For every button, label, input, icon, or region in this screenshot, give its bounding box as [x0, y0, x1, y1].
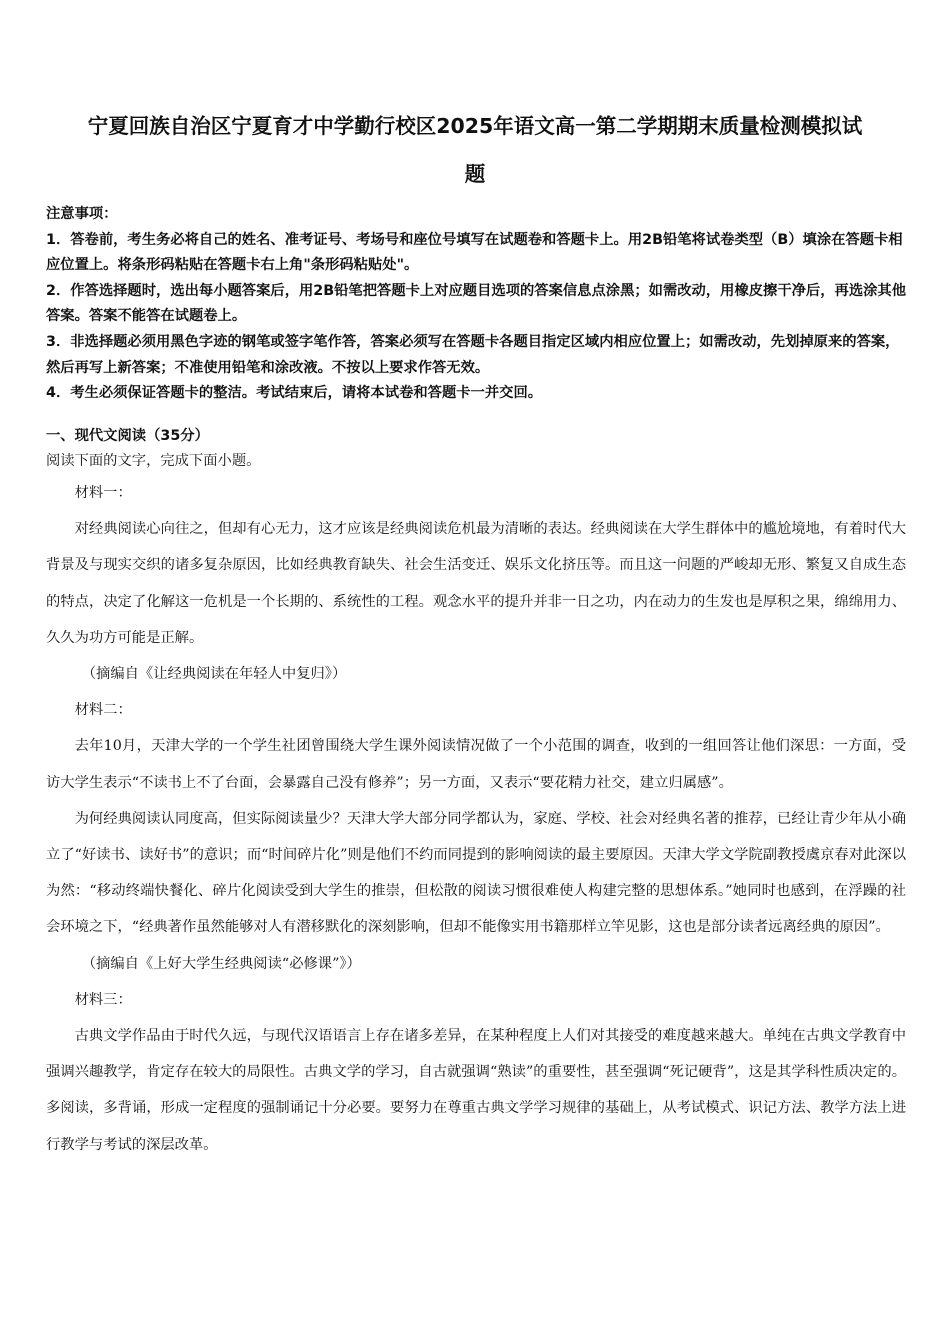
section-instruction: 阅读下面的文字，完成下面小题。: [46, 453, 261, 469]
material1-label: 材料一：: [74, 485, 132, 501]
exam-title-line1: 宁夏回族自治区宁夏育才中学勤行校区2025年语文高一第二学期期末质量检测模拟试: [87, 114, 863, 138]
notice-heading: 注意事项：: [46, 206, 118, 222]
reading-passage: [46, 475, 906, 1163]
notice-item-4: 4．考生必须保证答题卡的整洁。考试结束后，请将本试卷和答题卡一并交回。: [46, 385, 543, 402]
notice-item-1: 1．答卷前，考生务必将自己的姓名、准考证号、考场号和座位号填写在试题卷和答题卡上。用2B铅笔将试卷类型（B）填涂在答题卡相应位置上。将条形码粘贴在答题卡右上角"条形码粘贴处"。: [46, 231, 903, 274]
material2-paragraph-1: 去年10月，天津大学的一个学生社团曾围绕大学生课外阅读情况做了一个小范围的调查，收到的一组回答让他们深思：一方面，受访大学生表示“不读书上不了台面，会暴露自己没有修养”；另一方面，又表示“要花精力社交，建立归属感”。: [46, 738, 906, 791]
material3-paragraph: 古典文学作品由于时代久远，与现代汉语语言上存在诸多差异，在某种程度上人们对其接受的难度越来越大。单纯在古典文学教育中强调兴趣教学，肯定存在较大的局限性。古典文学的学习，自古就强调“熟读”的重要性，甚至强调“死记硬背”，这是其学科性质决定的。多阅读，多背诵，形成一定程度的强制诵记十分必要。要努力在尊重古典文学学习规律的基础上，从考试模式、识记方法、教学方法上进行教学与考试的深层改革。: [46, 1028, 906, 1153]
material3-label: 材料三：: [74, 991, 132, 1008]
notice-item-3: 3．非选择题必须用黑色字迹的钢笔或签字笔作答，答案必须写在答题卡各题目指定区域内相应位置上；如需改动，先划掉原来的答案，然后再写上新答案；不准使用铅笔和涂改液。不按以上要求作答无效。: [46, 333, 900, 376]
notice-item-2: 2．作答选择题时，选出每小题答案后，用2B铅笔把答题卡上对应题目选项的答案信息点涂黑；如需改动，用橡皮擦干净后，再选涂其他答案。答案不能答在试题卷上。: [46, 282, 907, 325]
material2-label: 材料二：: [74, 702, 132, 719]
notice-block: [46, 202, 908, 407]
material2-source: （摘编自《上好大学生经典阅读“必修课”》）: [81, 955, 361, 972]
exam-title-line2: 题: [464, 162, 486, 186]
material1-paragraph: 对经典阅读心向往之，但却有心无力，这才应该是经典阅读危机最为清晰的表达。经典阅读在大学生群体中的尴尬境地，有着时代大背景及与现实交织的诸多复杂原因，比如经典教育缺失、社会生活变迁、娱乐文化挤压等。而且这一问题的严峻却无形、繁复又自成生态的特点，决定了化解这一危机是一个长期的、系统性的工程。观念水平的提升并非一日之功，内在动力的生发也是厚积之果，绵绵用力、久久为功方可能是正解。: [46, 521, 906, 646]
material1-source: （摘编自《让经典阅读在年轻人中复归》）: [81, 666, 347, 683]
section-title: 一、现代文阅读（35分）: [46, 428, 209, 444]
material2-paragraph-2: 为何经典阅读认同度高，但实际阅读量少？天津大学大部分同学都认为，家庭、学校、社会对经典名著的推荐，已经让青少年从小确立了“好读书、读好书”的意识；而“时间碎片化”则是他们不约而同提到的影响阅读的最主要原因。天津大学文学院副教授虞京春对此深以为然：“移动终端快餐化、碎片化阅读受到大学生的推崇，但松散的阅读习惯很难使人构建完整的思想体系。”她同时也感到，在浮躁的社会环境之下，“经典著作虽然能够对人有潜移默化的深刻影响，但却不能像实用书籍那样立竿见影，这也是部分读者远离经典的原因”。: [46, 810, 906, 936]
